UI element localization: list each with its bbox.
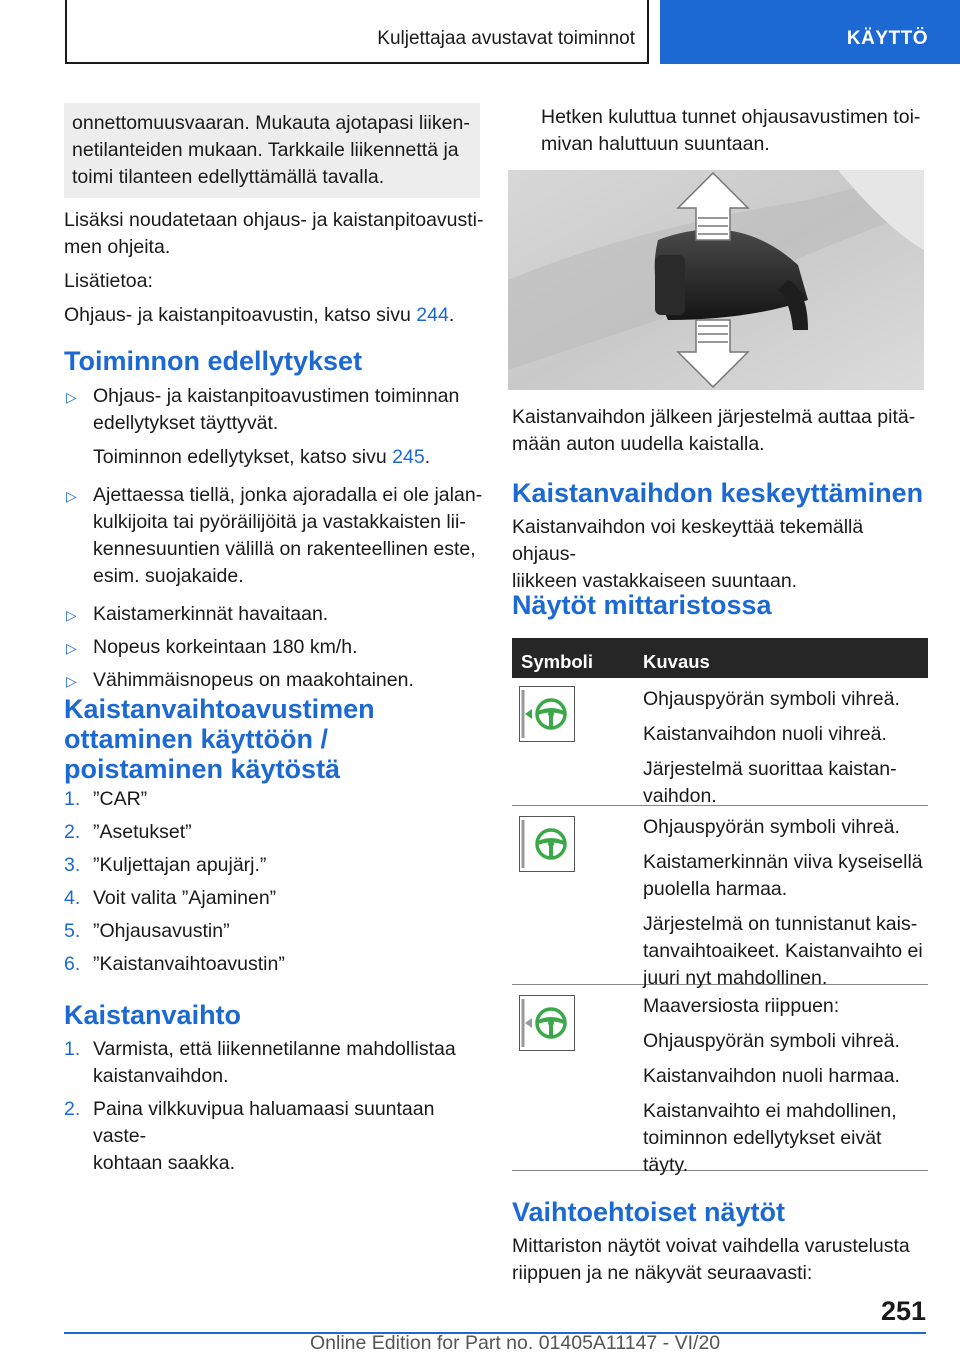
step-text: ”Ohjausavustin”: [93, 920, 230, 942]
step-item: [64, 786, 484, 813]
note-line: toimi tilanteen edellyttämällä tavalla.: [72, 166, 385, 188]
para-line: Lisäksi noudatetaan ohjaus- ja kaistanpitoavusti-: [64, 209, 484, 231]
description-line: Kaistamerkinnän viiva kyseisellä: [643, 851, 923, 873]
table-row: [512, 806, 928, 989]
triangle-bullet-icon: ▷: [66, 607, 77, 623]
more-info-label: Lisätietoa:: [64, 270, 153, 292]
step-number: 5.: [64, 920, 81, 942]
ref-text: Toiminnon edellytykset, katso sivu: [93, 446, 393, 468]
step-number: 1.: [64, 788, 81, 810]
heading-line: Kaistanvaihtoavustimen: [64, 694, 375, 724]
right-intro: [541, 104, 931, 158]
condition-item: [64, 667, 484, 694]
step-item: [64, 1036, 484, 1090]
step-text: ”CAR”: [93, 788, 148, 810]
heading-alternative-displays: Vaihtoehtoiset näytöt: [512, 1197, 786, 1227]
description-cell: [643, 814, 928, 992]
item-line: Nopeus korkeintaan 180 km/h.: [93, 636, 358, 658]
para-line: Kaistanvaihdon voi keskeyttää tekemällä ohjaus-: [512, 516, 864, 565]
step-text: Voit valita ”Ajaminen”: [93, 887, 277, 909]
cancel-para: [512, 514, 932, 595]
step-number: 3.: [64, 854, 81, 876]
item-line: kennesuuntien välillä on rakenteellinen este,: [93, 538, 476, 560]
para-line: men ohjeita.: [64, 236, 171, 258]
alt-para: [512, 1233, 932, 1287]
step-item: [64, 918, 484, 945]
description-line: Maaversiosta riippuen:: [643, 995, 840, 1017]
condition-item: [64, 634, 484, 661]
condition-item: [64, 482, 484, 590]
step-text: ”Asetukset”: [93, 821, 192, 843]
heading-conditions: Toiminnon edellytykset: [64, 346, 363, 376]
cross-reference: [93, 444, 484, 471]
description-line: Ohjauspyörän symboli vihreä.: [643, 688, 900, 710]
header-chapter-tab: [660, 0, 960, 64]
triangle-bullet-icon: ▷: [66, 640, 77, 656]
description-line: puolella harmaa.: [643, 878, 788, 900]
step-line: kaistanvaihdon.: [93, 1065, 229, 1087]
table-row: [512, 985, 928, 1176]
description-line: vaihdon.: [643, 785, 717, 807]
note-line: netilanteiden mukaan. Tarkkaile liikennettä ja: [72, 139, 459, 161]
description-para: [643, 1098, 928, 1179]
activation-steps: [64, 786, 484, 978]
item-line: esim. suojakaide.: [93, 565, 244, 587]
step-number: 2.: [64, 821, 81, 843]
description-para: [643, 911, 928, 992]
after-photo-para: [512, 404, 932, 458]
ref-text: Ohjaus- ja kaistanpitoavustin, katso sivu: [64, 304, 417, 326]
description-line: Järjestelmä on tunnistanut kais-: [643, 913, 918, 935]
note-line: onnettomuusvaaran. Mukauta ajotapasi liiken-: [72, 112, 470, 134]
step-number: 4.: [64, 887, 81, 909]
lane-change-steps: [64, 1036, 484, 1177]
ref-end: .: [424, 446, 431, 468]
para-line: liikkeen vastakkaiseen suuntaan.: [512, 570, 798, 592]
item-line: kulkijoita tai pyöräilijöitä ja vastakkaisten lii-: [93, 511, 466, 533]
ref-end: .: [448, 304, 455, 326]
description-para: [643, 849, 928, 903]
description-line: juuri nyt mahdollinen.: [643, 967, 828, 989]
para-line: Kaistanvaihdon jälkeen järjestelmä auttaa pitä-: [512, 406, 916, 428]
description-line: Kaistanvaihdon nuoli harmaa.: [643, 1065, 900, 1087]
conditions-list: [64, 383, 484, 694]
page-link-245[interactable]: 245: [392, 446, 425, 468]
triangle-bullet-icon: ▷: [66, 673, 77, 689]
step-line: Varmista, että liikennetilanne mahdollistaa: [93, 1038, 456, 1060]
lane-change-unavailable-symbol: [519, 995, 575, 1051]
item-line: Vähimmäisnopeus on maakohtainen.: [93, 669, 414, 691]
table-header-row: [512, 638, 928, 678]
item-line: edellytykset täyttyvät.: [93, 412, 279, 434]
step-text: ”Kuljettajan apujärj.”: [93, 854, 267, 876]
step-line: Paina vilkkuvipua haluamaasi suuntaan vaste-: [93, 1098, 435, 1147]
step-item: [64, 951, 484, 978]
para-line: Mittariston näytöt voivat vaihdella varustelusta: [512, 1235, 910, 1257]
description-line: Järjestelmä suorittaa kaistan-: [643, 758, 897, 780]
triangle-bullet-icon: ▷: [66, 488, 77, 504]
heading-line: ottaminen käyttöön /: [64, 724, 329, 754]
step-item: [64, 852, 484, 879]
description-line: Kaistanvaihdon nuoli vihreä.: [643, 723, 887, 745]
header-chapter-title: KÄYTTÖ: [846, 28, 928, 49]
heading-line: poistaminen käytöstä: [64, 754, 341, 784]
description-line: toiminnon edellytykset eivät: [643, 1127, 882, 1149]
step-item: [64, 1096, 484, 1177]
description-cell: [643, 686, 928, 810]
item-line: Ajettaessa tiellä, jonka ajoradalla ei ole jalan-: [93, 484, 483, 506]
heading-lane-change: Kaistanvaihto: [64, 1000, 242, 1030]
turn-signal-lever-illustration: [508, 170, 924, 390]
triangle-bullet-icon: ▷: [66, 389, 77, 405]
description-line: Kaistanvaihto ei mahdollinen,: [643, 1100, 897, 1122]
condition-item: [64, 383, 484, 471]
step-number: 2.: [64, 1098, 81, 1120]
column-header-description: Kuvaus: [643, 651, 710, 672]
para-line: mivan haluttuun suuntaan.: [541, 133, 770, 155]
para-line: mään auton uudella kaistalla.: [512, 433, 765, 455]
footer-edition: Online Edition for Part no. 01405A11147 - VI/20: [310, 1332, 721, 1354]
page-number: 251: [880, 1296, 926, 1326]
description-line: Ohjauspyörän symboli vihreä.: [643, 1030, 900, 1052]
step-number: 1.: [64, 1038, 81, 1060]
heading-cancel: Kaistanvaihdon keskeyttäminen: [512, 478, 924, 508]
heading-activate: [64, 694, 375, 784]
lane-change-recognized-symbol: [519, 816, 575, 872]
step-item: [64, 885, 484, 912]
para-line: Hetken kuluttua tunnet ohjausavustimen toi-: [541, 106, 921, 128]
description-cell: [643, 993, 928, 1179]
column-header-symbol: Symboli: [521, 651, 593, 672]
page-link-244[interactable]: 244: [416, 304, 449, 326]
para-line: riippuen ja ne näkyvät seuraavasti:: [512, 1262, 813, 1284]
table-row: [512, 678, 928, 806]
warning-note-box: [64, 103, 480, 198]
description-para: [643, 756, 928, 810]
description-line: täyty.: [643, 1154, 689, 1176]
left-intro: [64, 207, 484, 329]
item-line: Kaistamerkinnät havaitaan.: [93, 603, 329, 625]
heading-displays: Näytöt mittaristossa: [512, 590, 772, 620]
step-number: 6.: [64, 953, 81, 975]
header-section-title: Kuljettajaa avustavat toiminnot: [377, 28, 635, 49]
lane-change-active-symbol: [519, 686, 575, 742]
step-text: ”Kaistanvaihtoavustin”: [93, 953, 285, 975]
header-section-box: [65, 0, 649, 64]
condition-item: [64, 601, 484, 628]
item-line: Ohjaus- ja kaistanpitoavustimen toiminnan: [93, 385, 460, 407]
step-item: [64, 819, 484, 846]
description-line: Ohjauspyörän symboli vihreä.: [643, 816, 900, 838]
step-line: kohtaan saakka.: [93, 1152, 236, 1174]
symbols-table: [512, 638, 928, 1176]
description-line: tanvaihtoaikeet. Kaistanvaihto ei: [643, 940, 923, 962]
cross-reference: [64, 302, 484, 329]
